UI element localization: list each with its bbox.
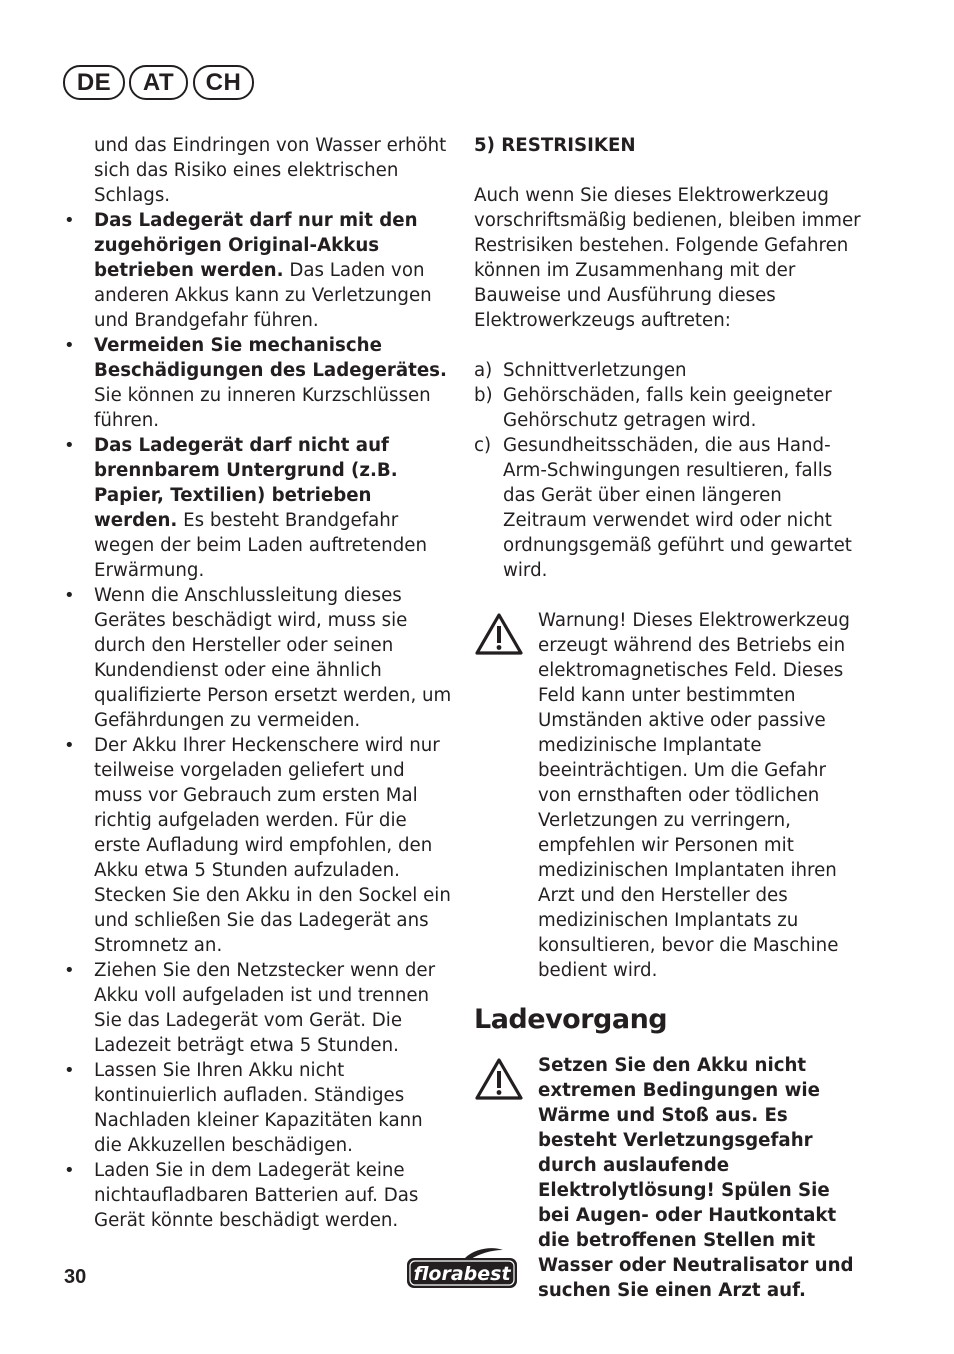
intro-text: und das Eindringen von Wasser erhöht sich das Risiko eines elektrischen Schlags. xyxy=(94,135,447,206)
lang-tag-ch: CH xyxy=(193,65,254,100)
bullet-text: Ziehen Sie den Netzstecker wenn der Akku voll aufgeladen ist und trennen Sie das Ladegerät vom Gerät. Die Ladezeit beträgt etwa 5 Stunden. xyxy=(94,960,436,1056)
left-column xyxy=(62,133,454,1233)
bullet-text: Sie können zu inneren Kurzschlüssen führen. xyxy=(94,385,431,431)
warning-block-emf xyxy=(474,608,864,983)
risk-text: Gehörschäden, falls kein geeigneter Gehörschutz getragen wird. xyxy=(503,385,832,431)
section-intro: Auch wenn Sie dieses Elektrowerkzeug vorschriftsmäßig bedienen, bleiben immer Restrisiken bestehen. Folgende Gefahren können im Zusammenhang mit der Bauweise und Ausführung dieses Elektrowerkzeugs auftreten: xyxy=(474,185,861,331)
bullet-item xyxy=(62,733,454,958)
risk-item xyxy=(474,433,864,583)
bullet-text: Laden Sie in dem Ladegerät keine nichtaufladbaren Batterien auf. Das Gerät könnte beschädigt werden. xyxy=(94,1160,419,1231)
charging-heading: Ladevorgang xyxy=(474,1004,668,1035)
right-column xyxy=(474,133,864,1303)
bullet-item xyxy=(62,208,454,333)
bullet-text: Der Akku Ihrer Heckenschere wird nur teilweise vorgeladen geliefert und muss vor Gebrauch zum ersten Mal richtig aufgeladen werden. Für die erste Aufladung wird empfohlen, den Akku etwa 5 Stunden aufzuladen. Stecken Sie den Akku in den Sockel ein und schließen Sie das Ladegerät ans Stromnetz an. xyxy=(94,735,451,956)
warning-text: Setzen Sie den Akku nicht extremen Bedingungen wie Wärme und Stoß aus. Es besteht Verletzungsgefahr durch auslaufende Elektrolytlösung! Spülen Sie bei Augen- oder Hautkontakt die betroffenen Stellen mit Wasser oder Neutralisator und suchen Sie einen Arzt auf. xyxy=(538,1055,854,1301)
bullet-item xyxy=(62,433,454,583)
bullet-item xyxy=(62,1058,454,1158)
risk-item xyxy=(474,383,864,433)
warning-triangle-icon xyxy=(474,1057,524,1101)
lang-tag-de: DE xyxy=(63,65,125,100)
bullet-bold: Das Ladegerät darf nicht auf brennbarem Untergrund (z.B. Papier, Textilien) betrieben werden. xyxy=(94,435,398,531)
bullet-item xyxy=(62,958,454,1058)
warning-block-battery xyxy=(474,1053,864,1303)
risk-text: Schnittverletzungen xyxy=(503,360,687,381)
section-heading: 5) RESTRISIKEN xyxy=(474,135,636,156)
logo-text: florabest xyxy=(413,1263,511,1285)
page-number: 30 xyxy=(64,1266,87,1288)
florabest-logo xyxy=(405,1246,519,1290)
bullet-text: Das Laden von anderen Akkus kann zu Verletzungen und Brandgefahr führen. xyxy=(94,260,432,331)
risk-marker: c) xyxy=(474,435,492,456)
risk-text: Gesundheitsschäden, die aus Hand-Arm-Schwingungen resultieren, falls das Gerät über einen längeren Zeitraum verwendet wird oder nicht ordnungsgemäß geführt und gewartet wird. xyxy=(503,435,852,581)
bullet-text: Es besteht Brandgefahr wegen der beim Laden auftretenden Erwärmung. xyxy=(94,510,427,581)
bullet-item xyxy=(62,333,454,433)
risk-item xyxy=(474,358,864,383)
bullet-bold: Vermeiden Sie mechanische Beschädigungen des Ladegerätes. xyxy=(94,335,447,381)
bullet-text: Lassen Sie Ihren Akku nicht kontinuierlich aufladen. Ständiges Nachladen kleiner Kapazitäten kann die Akkuzellen beschädigen. xyxy=(94,1060,423,1156)
risk-marker: a) xyxy=(474,360,493,381)
bullet-bold: Das Ladegerät darf nur mit den zugehörigen Original-Akkus betrieben werden. xyxy=(94,210,418,281)
risk-marker: b) xyxy=(474,385,493,406)
bullet-text: Wenn die Anschlussleitung dieses Gerätes beschädigt wird, muss sie durch den Hersteller oder seinen Kundendienst oder eine ähnlich qualifizierte Person ersetzt werden, um Gefährdungen zu vermeiden. xyxy=(94,585,452,731)
warning-text: Warnung! Dieses Elektrowerkzeug erzeugt während des Betriebs ein elektromagnetisches Feld. Dieses Feld kann unter bestimmten Umständen aktive oder passive medizinische Implantate beeinträchtigen. Um die Gefahr von ernsthaften oder tödlichen Verletzungen zu verringern, empfehlen wir Personen mit medizinischen Implantaten ihren Arzt und den Hersteller des medizinischen Implantats zu konsultieren, bevor die Maschine bedient wird. xyxy=(538,610,850,981)
warning-triangle-icon xyxy=(474,612,524,656)
bullet-item xyxy=(62,1158,454,1233)
lang-tag-at: AT xyxy=(129,65,188,100)
bullet-item xyxy=(62,583,454,733)
